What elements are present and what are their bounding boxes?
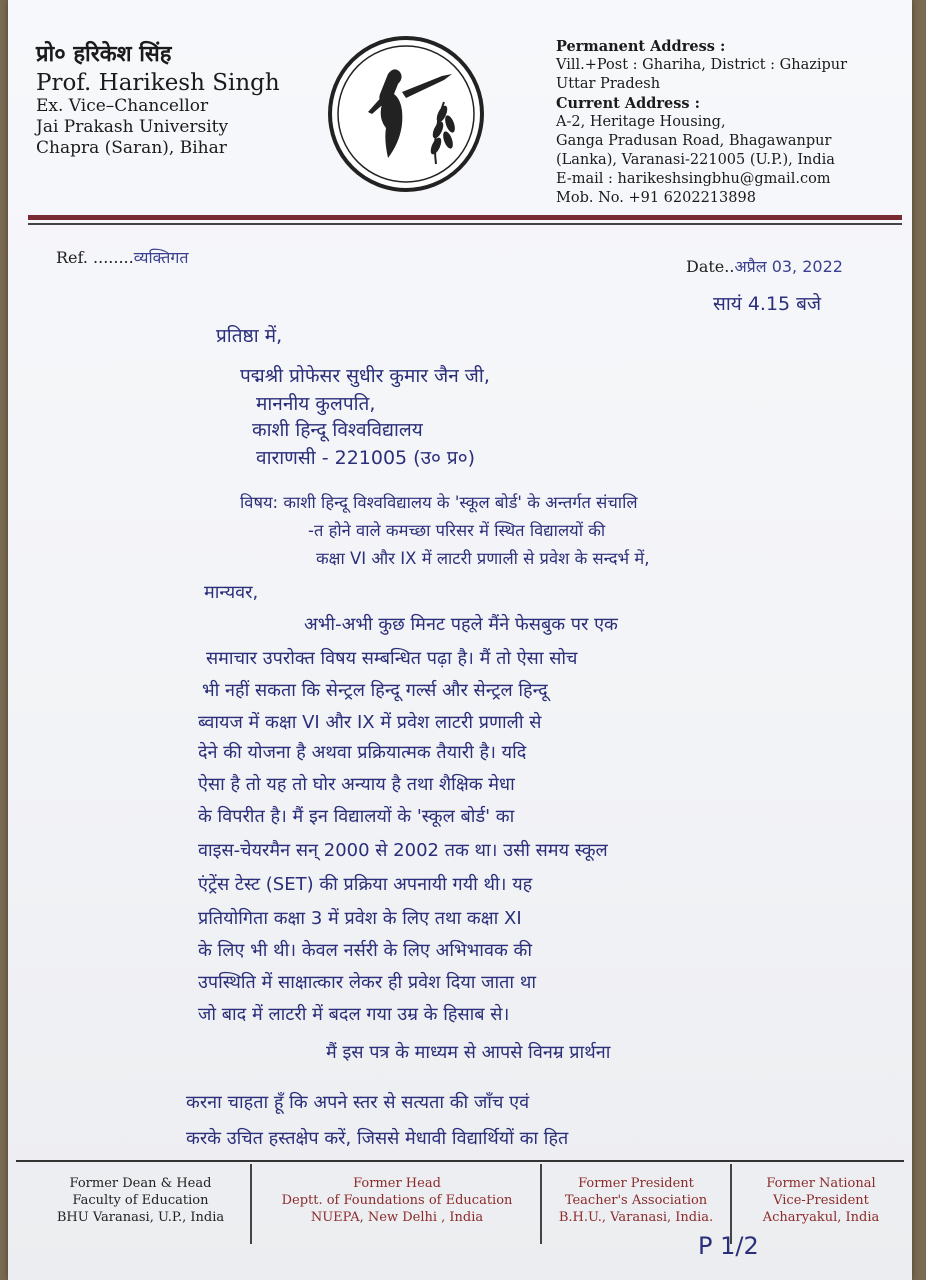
footer-line: Former National xyxy=(766,1176,876,1191)
recipient-line: पद्मश्री प्रोफेसर सुधीर कुमार जैन जी, xyxy=(240,365,490,387)
date-value: अप्रैल 03, 2022 xyxy=(734,257,843,276)
footer-line: Acharyakul, India xyxy=(762,1210,880,1225)
header-rule-thin xyxy=(28,223,902,225)
footer-credential xyxy=(258,1175,536,1226)
footer-line: Vice-President xyxy=(773,1193,869,1208)
subject-line: कक्षा VI और IX में लाटरी प्रणाली से प्रवेश के सन्दर्भ में, xyxy=(316,549,650,568)
footer-line: Teacher's Association xyxy=(564,1193,708,1208)
sender-name-hindi: प्रो० हरिकेश सिंह xyxy=(36,42,172,67)
body-line: करके उचित हस्तक्षेप करें, जिससे मेधावी विद्यार्थियों का हित xyxy=(186,1128,569,1149)
footer-line: B.H.U., Varanasi, India. xyxy=(558,1210,714,1225)
sender-block xyxy=(36,38,280,159)
mobile-text: Mob. No. +91 6202213898 xyxy=(556,190,756,206)
body-line: भी नहीं सकता कि सेन्ट्रल हिन्दू गर्ल्स और सेन्ट्रल हिन्दू xyxy=(202,680,548,701)
body-line: एंट्रेंस टेस्ट (SET) की प्रक्रिया अपनायी गयी थी। यह xyxy=(198,874,533,895)
body-line: के विपरीत है। मैं इन विद्यालयों के 'स्कूल बोर्ड' का xyxy=(198,806,515,827)
header-rule xyxy=(28,215,902,220)
body-line: के लिए भी थी। केवल नर्सरी के लिए अभिभावक की xyxy=(198,940,533,961)
recipient-line: प्रतिष्ठा में, xyxy=(216,325,283,347)
ref-label: Ref. ........ xyxy=(56,248,134,267)
footer-credential xyxy=(546,1175,726,1226)
body-line: मैं इस पत्र के माध्यम से आपसे विनम्र प्रार्थना xyxy=(326,1042,611,1063)
body-line: वाइस-चेयरमैन सन् 2000 से 2002 तक था। उसी समय स्कूल xyxy=(198,840,608,861)
sender-name: Prof. Harikesh Singh xyxy=(36,70,280,96)
footer-line: NUEPA, New Delhi , India xyxy=(310,1210,484,1225)
footer-divider xyxy=(250,1164,252,1244)
body-line: अभी-अभी कुछ मिनट पहले मैंने फेसबुक पर एक xyxy=(304,614,618,635)
footer-line: BHU Varanasi, U.P., India xyxy=(56,1210,225,1225)
address-block xyxy=(556,37,906,208)
current-address-label: Current Address : xyxy=(556,95,700,112)
body-line: उपस्थिति में साक्षात्कार लेकर ही प्रवेश दिया जाता था xyxy=(198,972,536,993)
current-address-line: A-2, Heritage Housing, xyxy=(556,114,726,130)
subject-line: -त होने वाले कमच्छा परिसर में स्थित विद्यालयों की xyxy=(308,521,606,540)
body-line: प्रतियोगिता कक्षा 3 में प्रवेश के लिए तथा कक्षा XI xyxy=(198,908,522,929)
sender-location: Chapra (Saran), Bihar xyxy=(36,138,227,158)
footer-line: Former Dean & Head xyxy=(69,1176,212,1191)
body-line: करना चाहता हूँ कि अपने स्तर से सत्यता की जाँच एवं xyxy=(186,1092,530,1113)
emblem-logo xyxy=(326,34,486,194)
sender-designation: Ex. Vice–Chancellor xyxy=(36,96,209,116)
permanent-address-label: Permanent Address : xyxy=(556,38,726,55)
footer-credential xyxy=(38,1175,243,1226)
time-text: सायं 4.15 बजे xyxy=(713,293,822,315)
ref-value: व्यक्तिगत xyxy=(133,248,189,267)
body-line: जो बाद में लाटरी में बदल गया उम्र के हिसाब से। xyxy=(198,1004,510,1025)
recipient-line: काशी हिन्दू विश्वविद्यालय xyxy=(252,419,423,441)
footer-divider xyxy=(540,1164,542,1244)
footer-line: Former President xyxy=(578,1176,694,1191)
footer-line: Deptt. of Foundations of Education xyxy=(281,1193,513,1208)
ref-field xyxy=(56,246,188,268)
footer-line: Faculty of Education xyxy=(72,1193,209,1208)
footer-rule xyxy=(16,1160,904,1162)
email-text: E-mail : harikeshsingbhu@gmail.com xyxy=(556,171,831,187)
current-address-line: (Lanka), Varanasi-221005 (U.P.), India xyxy=(556,152,835,168)
permanent-address-line: Uttar Pradesh xyxy=(556,76,661,92)
body-line: ऐसा है तो यह तो घोर अन्याय है तथा शैक्षिक मेधा xyxy=(198,774,515,795)
current-address-line: Ganga Pradusan Road, Bhagawanpur xyxy=(556,133,832,149)
letter-sheet xyxy=(8,0,912,1280)
salutation: मान्यवर, xyxy=(204,582,259,603)
recipient-line: माननीय कुलपति, xyxy=(256,393,376,415)
date-field xyxy=(686,255,843,277)
body-line: ब्वायज में कक्षा VI और IX में प्रवेश लाटरी प्रणाली से xyxy=(198,712,542,733)
subject-line: विषय: काशी हिन्दू विश्वविद्यालय के 'स्कूल बोर्ड' के अन्तर्गत संचालि xyxy=(240,493,638,512)
date-label: Date.. xyxy=(686,257,735,276)
recipient-line: वाराणसी - 221005 (उ० प्र०) xyxy=(256,447,476,469)
sender-university: Jai Prakash University xyxy=(36,117,229,137)
body-line: समाचार उपरोक्त विषय सम्बन्धित पढ़ा है। मैं तो ऐसा सोच xyxy=(206,648,578,669)
footer-credential xyxy=(736,1175,906,1226)
footer-line: Former Head xyxy=(353,1176,441,1191)
page-number: P 1/2 xyxy=(698,1232,759,1260)
body-line: देने की योजना है अथवा प्रक्रियात्मक तैयारी है। यदि xyxy=(198,742,527,763)
permanent-address-line: Vill.+Post : Ghariha, District : Ghazipur xyxy=(556,57,848,73)
